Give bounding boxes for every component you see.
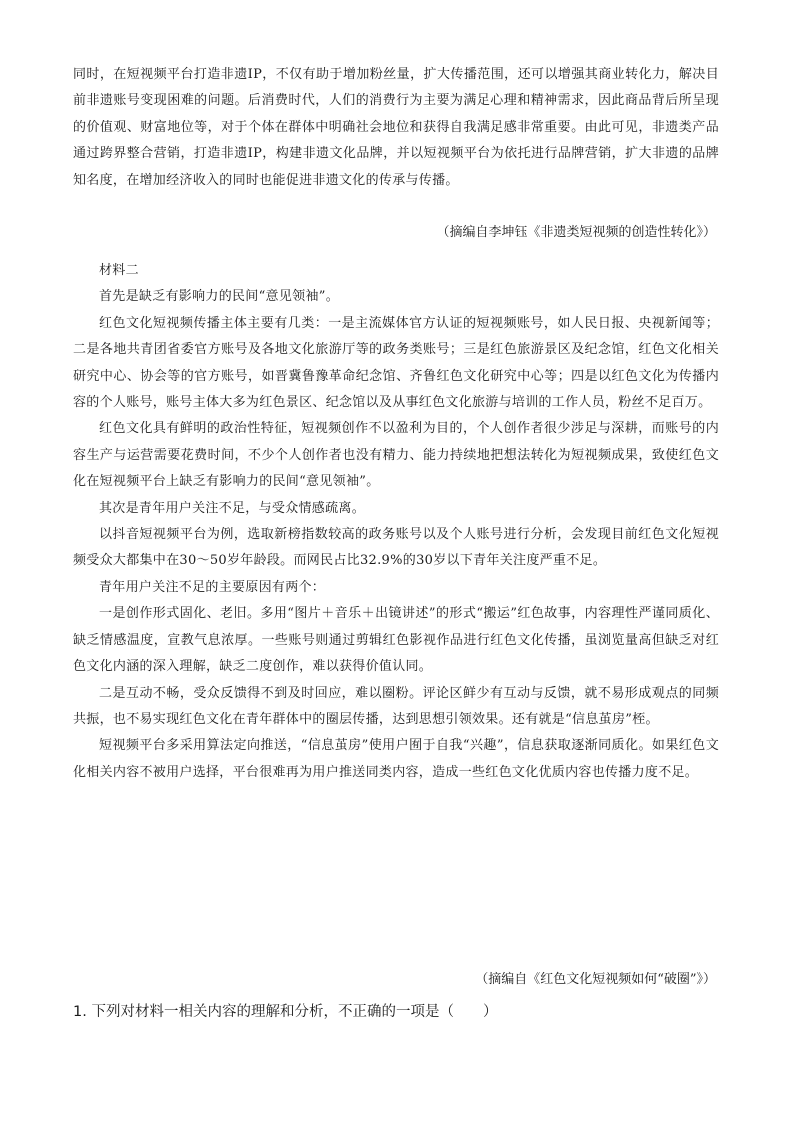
paragraph-6: 二是互动不畅，受众反馈得不到及时回应，难以圈粉。评论区鲜少有互动与反馈，就不易形成观点的同频共振，也不易实现红色文化在青年群体中的圈层传播，达到思想引领效果。还有就是“信息茧房”桎。 (73, 685, 719, 727)
heading-two-reasons: 青年用户关注不足的主要原因有两个： (99, 579, 326, 595)
source-citation-2: （摘编自《红色文化短视频如何“破圈”》） (475, 972, 716, 987)
heading-youth-attention: 其次是青年用户关注不足，与受众情感疏离。 (99, 500, 366, 516)
paragraph-3: 红色文化具有鲜明的政治性特征，短视频创作不以盈利为目的，个人创作者很少涉足与深耕，而账号的内容生产与运营需要花费时间，不少个人创作者也没有精力、能力持续地把想法转化为短视频成果，致使红色文化在短视频平台上缺乏有影响力的民间“意见领袖”。 (73, 421, 719, 490)
paragraph-2: 红色文化短视频传播主体主要有几类：一是主流媒体官方认证的短视频账号，如人民日报、央视新闻等；二是各地共青团省委官方账号及各地文化旅游厅等的政务类账号；三是红色旅游景区及纪念馆，红色文化相关研究中心、协会等的官方账号，如晋冀鲁豫革命纪念馆、齐鲁红色文化研究中心等；四是以红色文化为传播内容的个人账号，账号主体大多为红色景区、纪念馆以及从事红色文化旅游与培训的工作人员，粉丝不足百万。 (73, 315, 719, 411)
question-1: 1. 下列对材料一相关内容的理解和分析，不正确的一项是（ ） (73, 1004, 498, 1020)
material-2-title: 材料二 (99, 263, 139, 278)
source-citation-1: （摘编自李坤钰《非遗类短视频的创造性转化》） (436, 225, 716, 240)
paragraph-4: 以抖音短视频平台为例，选取新榜指数较高的政务账号以及个人账号进行分析，会发现目前红色文化短视频受众大都集中在30～50岁年龄段。而网民占比32.9%的30岁以下青年关注度严重不足。 (73, 527, 719, 569)
paragraph-1-block (73, 62, 719, 194)
material-2-block (73, 258, 719, 786)
paragraph-5: 一是创作形式固化、老旧。多用“图片＋音乐＋出镜讲述”的形式“搬运”红色故事，内容理性严谨同质化、缺乏情感温度，宣教气息浓厚。一些账号则通过剪辑红色影视作品进行红色文化传播，虽浏览量高但缺乏对红色文化内涵的深入理解，缺乏二度创作，难以获得价值认同。 (73, 606, 719, 675)
paragraph-1: 同时，在短视频平台打造非遗IP，不仅有助于增加粉丝量，扩大传播范围，还可以增强其商业转化力，解决目前非遗账号变现困难的问题。后消费时代，人们的消费行为主要为满足心理和精神需求，因此商品背后所呈现的价值观、财富地位等，对于个体在群体中明确社会地位和获得自我满足感非常重要。由此可见，非遗类产品通过跨界整合营销，打造非遗IP，构建非遗文化品牌，并以短视频平台为依托进行品牌营销，扩大非遗的品牌知名度，在增加经济收入的同时也能促进非遗文化的传承与传播。 (73, 67, 719, 188)
paragraph-7: 短视频平台多采用算法定向推送，“信息茧房”使用户囿于自我“兴趣”，信息获取逐渐同质化。如果红色文化相关内容不被用户选择，平台很难再为用户推送同类内容，造成一些红色文化优质内容也传播力度不足。 (73, 738, 719, 780)
heading-opinion-leader: 首先是缺乏有影响力的民间“意见领袖”。 (99, 289, 339, 305)
